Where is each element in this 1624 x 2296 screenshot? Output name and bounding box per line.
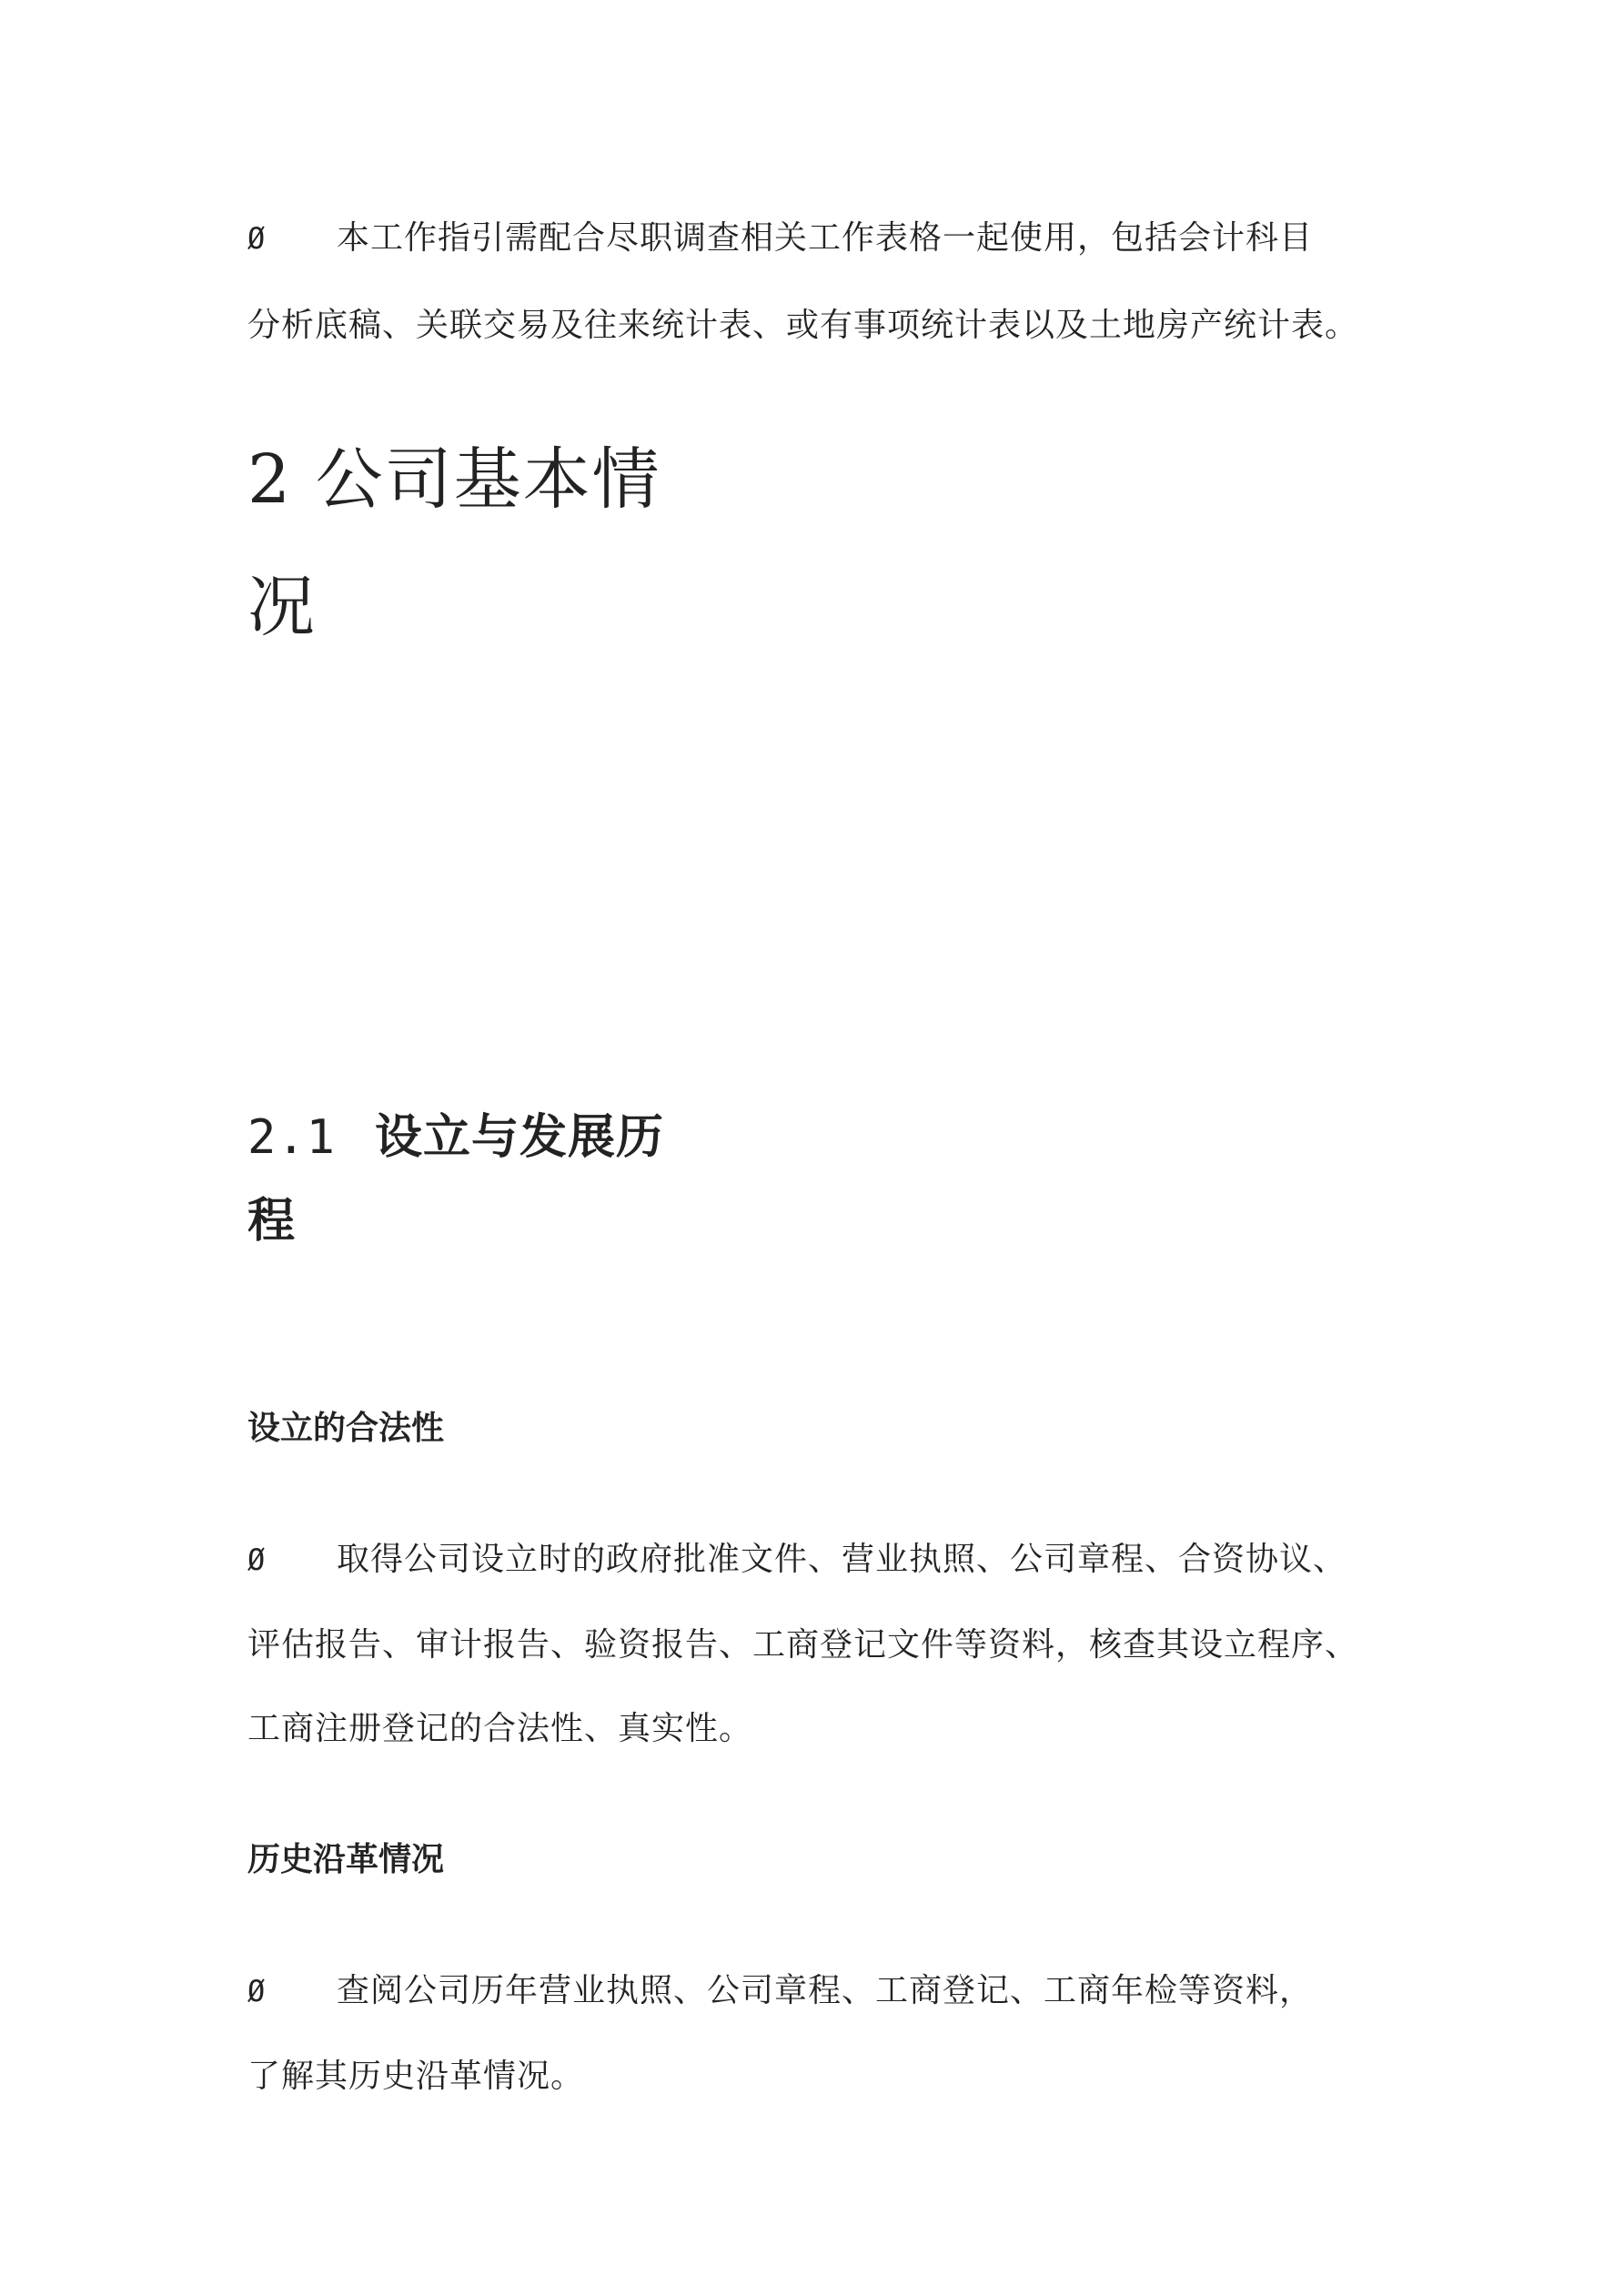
history-heading: 历史沿革情况 [247, 1841, 445, 1878]
section-2-1-title-text: 设立与发展历 [375, 1109, 665, 1165]
bullet-marker: Ø [247, 1542, 267, 1577]
section-2-title-line-2: 况 [247, 568, 317, 646]
bullet-marker: Ø [247, 221, 267, 256]
section-2-1-number: 2.1 [247, 1110, 336, 1165]
intro-line-2 [247, 304, 1358, 348]
bullet-marker: Ø [247, 1974, 267, 2008]
legality-line-1 [247, 1538, 1347, 1582]
history-text-1: 查阅公司历年营业执照、公司章程、工商登记、工商年检等资料， [337, 1972, 1314, 2009]
section-2-1-title-line-1 [247, 1108, 664, 1167]
legality-text-1: 取得公司设立时的政府批准文件、营业执照、公司章程、合资协议、 [337, 1541, 1347, 1578]
section-2-title-line-1: 2 公司基本情 [247, 440, 661, 519]
legality-line-3: 工商注册登记的合法性、真实性。 [247, 1710, 753, 1747]
section-2-1-title-line-2: 程 [247, 1193, 297, 1249]
history-line-1 [247, 1969, 1313, 2013]
legality-heading: 设立的合法性 [247, 1410, 445, 1447]
history-line-2: 了解其历史沿革情况。 [247, 2058, 585, 2095]
intro-line-1 [247, 217, 1313, 260]
intro-text-1: 本工作指引需配合尽职调查相关工作表格一起使用，包括会计科目 [337, 219, 1314, 257]
legality-line-2: 评估报告、审计报告、验资报告、工商登记文件等资料，核查其设立程序、 [247, 1626, 1359, 1664]
intro-text-2: 分析底稿、关联交易及往来统计表、或有事项统计表以及土地房产统计表。 [247, 307, 1359, 344]
